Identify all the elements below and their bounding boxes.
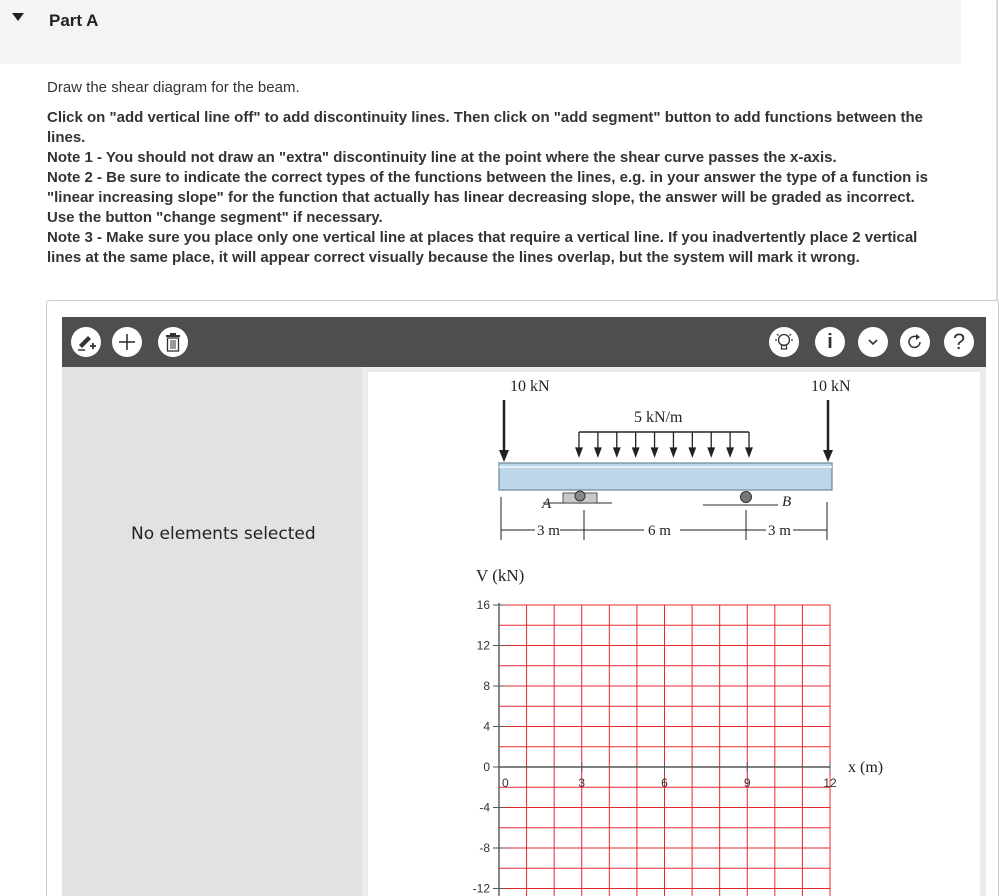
y-tick-label: -4: [479, 800, 490, 815]
drawing-canvas[interactable]: [368, 372, 980, 896]
point-load-left-arrow: [499, 400, 509, 462]
support-b-label: B: [782, 494, 792, 510]
y-tick-label: 12: [476, 638, 490, 653]
x-tick-label: 12: [823, 776, 837, 790]
x-tick-label: 0: [502, 776, 509, 790]
support-a-pin: [543, 491, 612, 503]
delete-button[interactable]: [158, 327, 188, 357]
dropdown-button[interactable]: [858, 327, 888, 357]
selection-status: No elements selected: [131, 524, 316, 544]
point-load-right-arrow: [823, 400, 833, 462]
load-right-label: 10 kN: [811, 378, 851, 395]
prompt-instruction: Click on "add vertical line off" to add discontinuity lines. Then click on "add segment" button to add functions between the lines.: [47, 109, 924, 146]
add-segment-button[interactable]: [112, 327, 142, 357]
prompt-note-3: Note 3 - Make sure you place only one vertical line at places that require a vertical line. If you inadvertently place 2 vertical lines at the same place, it will appear correct visually because the lines overlap, but the system will mark it wrong.: [47, 229, 918, 266]
properties-panel: [62, 367, 362, 896]
add-segment-icon: [117, 332, 137, 352]
x-tick-label: 6: [661, 776, 668, 790]
part-title: Part A: [49, 11, 99, 30]
problem-prompt: [47, 78, 942, 268]
dimension-left: 3 m: [537, 523, 560, 539]
info-button[interactable]: [815, 327, 845, 357]
chevron-down-icon: [866, 335, 880, 349]
y-tick-label: -8: [479, 841, 490, 855]
y-tick-label: 0: [483, 760, 490, 774]
part-header[interactable]: [0, 0, 961, 64]
y-tick-label: 16: [476, 598, 490, 612]
problem-figure: [368, 372, 980, 896]
distributed-load-arrows: [576, 432, 752, 456]
y-tick-label: 8: [483, 679, 490, 693]
delete-icon: [164, 332, 182, 352]
drawing-toolbar: [62, 317, 986, 367]
add-vertical-line-icon: [75, 331, 97, 353]
info-icon: i: [827, 330, 833, 353]
distributed-load-label: 5 kN/m: [634, 409, 683, 426]
help-icon: ?: [952, 329, 966, 354]
shear-diagram-chart[interactable]: [473, 598, 837, 896]
x-axis-label: x (m): [848, 759, 884, 776]
prompt-note-2: Note 2 - Be sure to indicate the correct types of the functions between the lines, e.g. in your answer the type of a function is "linear increasing slope" for the function that actually has linear decreasing slope, the answer will be graded as incorrect. Use the button "change segment" if necessary.: [47, 169, 928, 226]
reset-icon: [905, 332, 925, 352]
collapse-caret-icon[interactable]: [12, 13, 24, 21]
hint-icon: [773, 331, 795, 353]
prompt-note-1: Note 1 - You should not draw an "extra" discontinuity line at the point where the shear curve passes the x-axis.: [47, 149, 837, 166]
dimension-right: 3 m: [768, 523, 791, 539]
load-left-label: 10 kN: [510, 378, 550, 395]
y-tick-label: 4: [483, 719, 490, 734]
hint-button[interactable]: [769, 327, 799, 357]
y-axis-label: V (kN): [476, 566, 525, 585]
reset-button[interactable]: [900, 327, 930, 357]
help-button[interactable]: [944, 327, 974, 357]
beam-illustration: [499, 378, 851, 540]
add-vertical-line-button[interactable]: [71, 327, 101, 357]
y-tick-label: -12: [472, 881, 490, 896]
prompt-intro: Draw the shear diagram for the beam.: [47, 79, 300, 96]
dimension-middle: 6 m: [648, 523, 671, 539]
x-tick-label: 9: [743, 776, 751, 790]
support-b-roller: [703, 492, 778, 506]
x-tick-label: 3: [578, 776, 586, 790]
support-a-label: A: [542, 496, 552, 512]
